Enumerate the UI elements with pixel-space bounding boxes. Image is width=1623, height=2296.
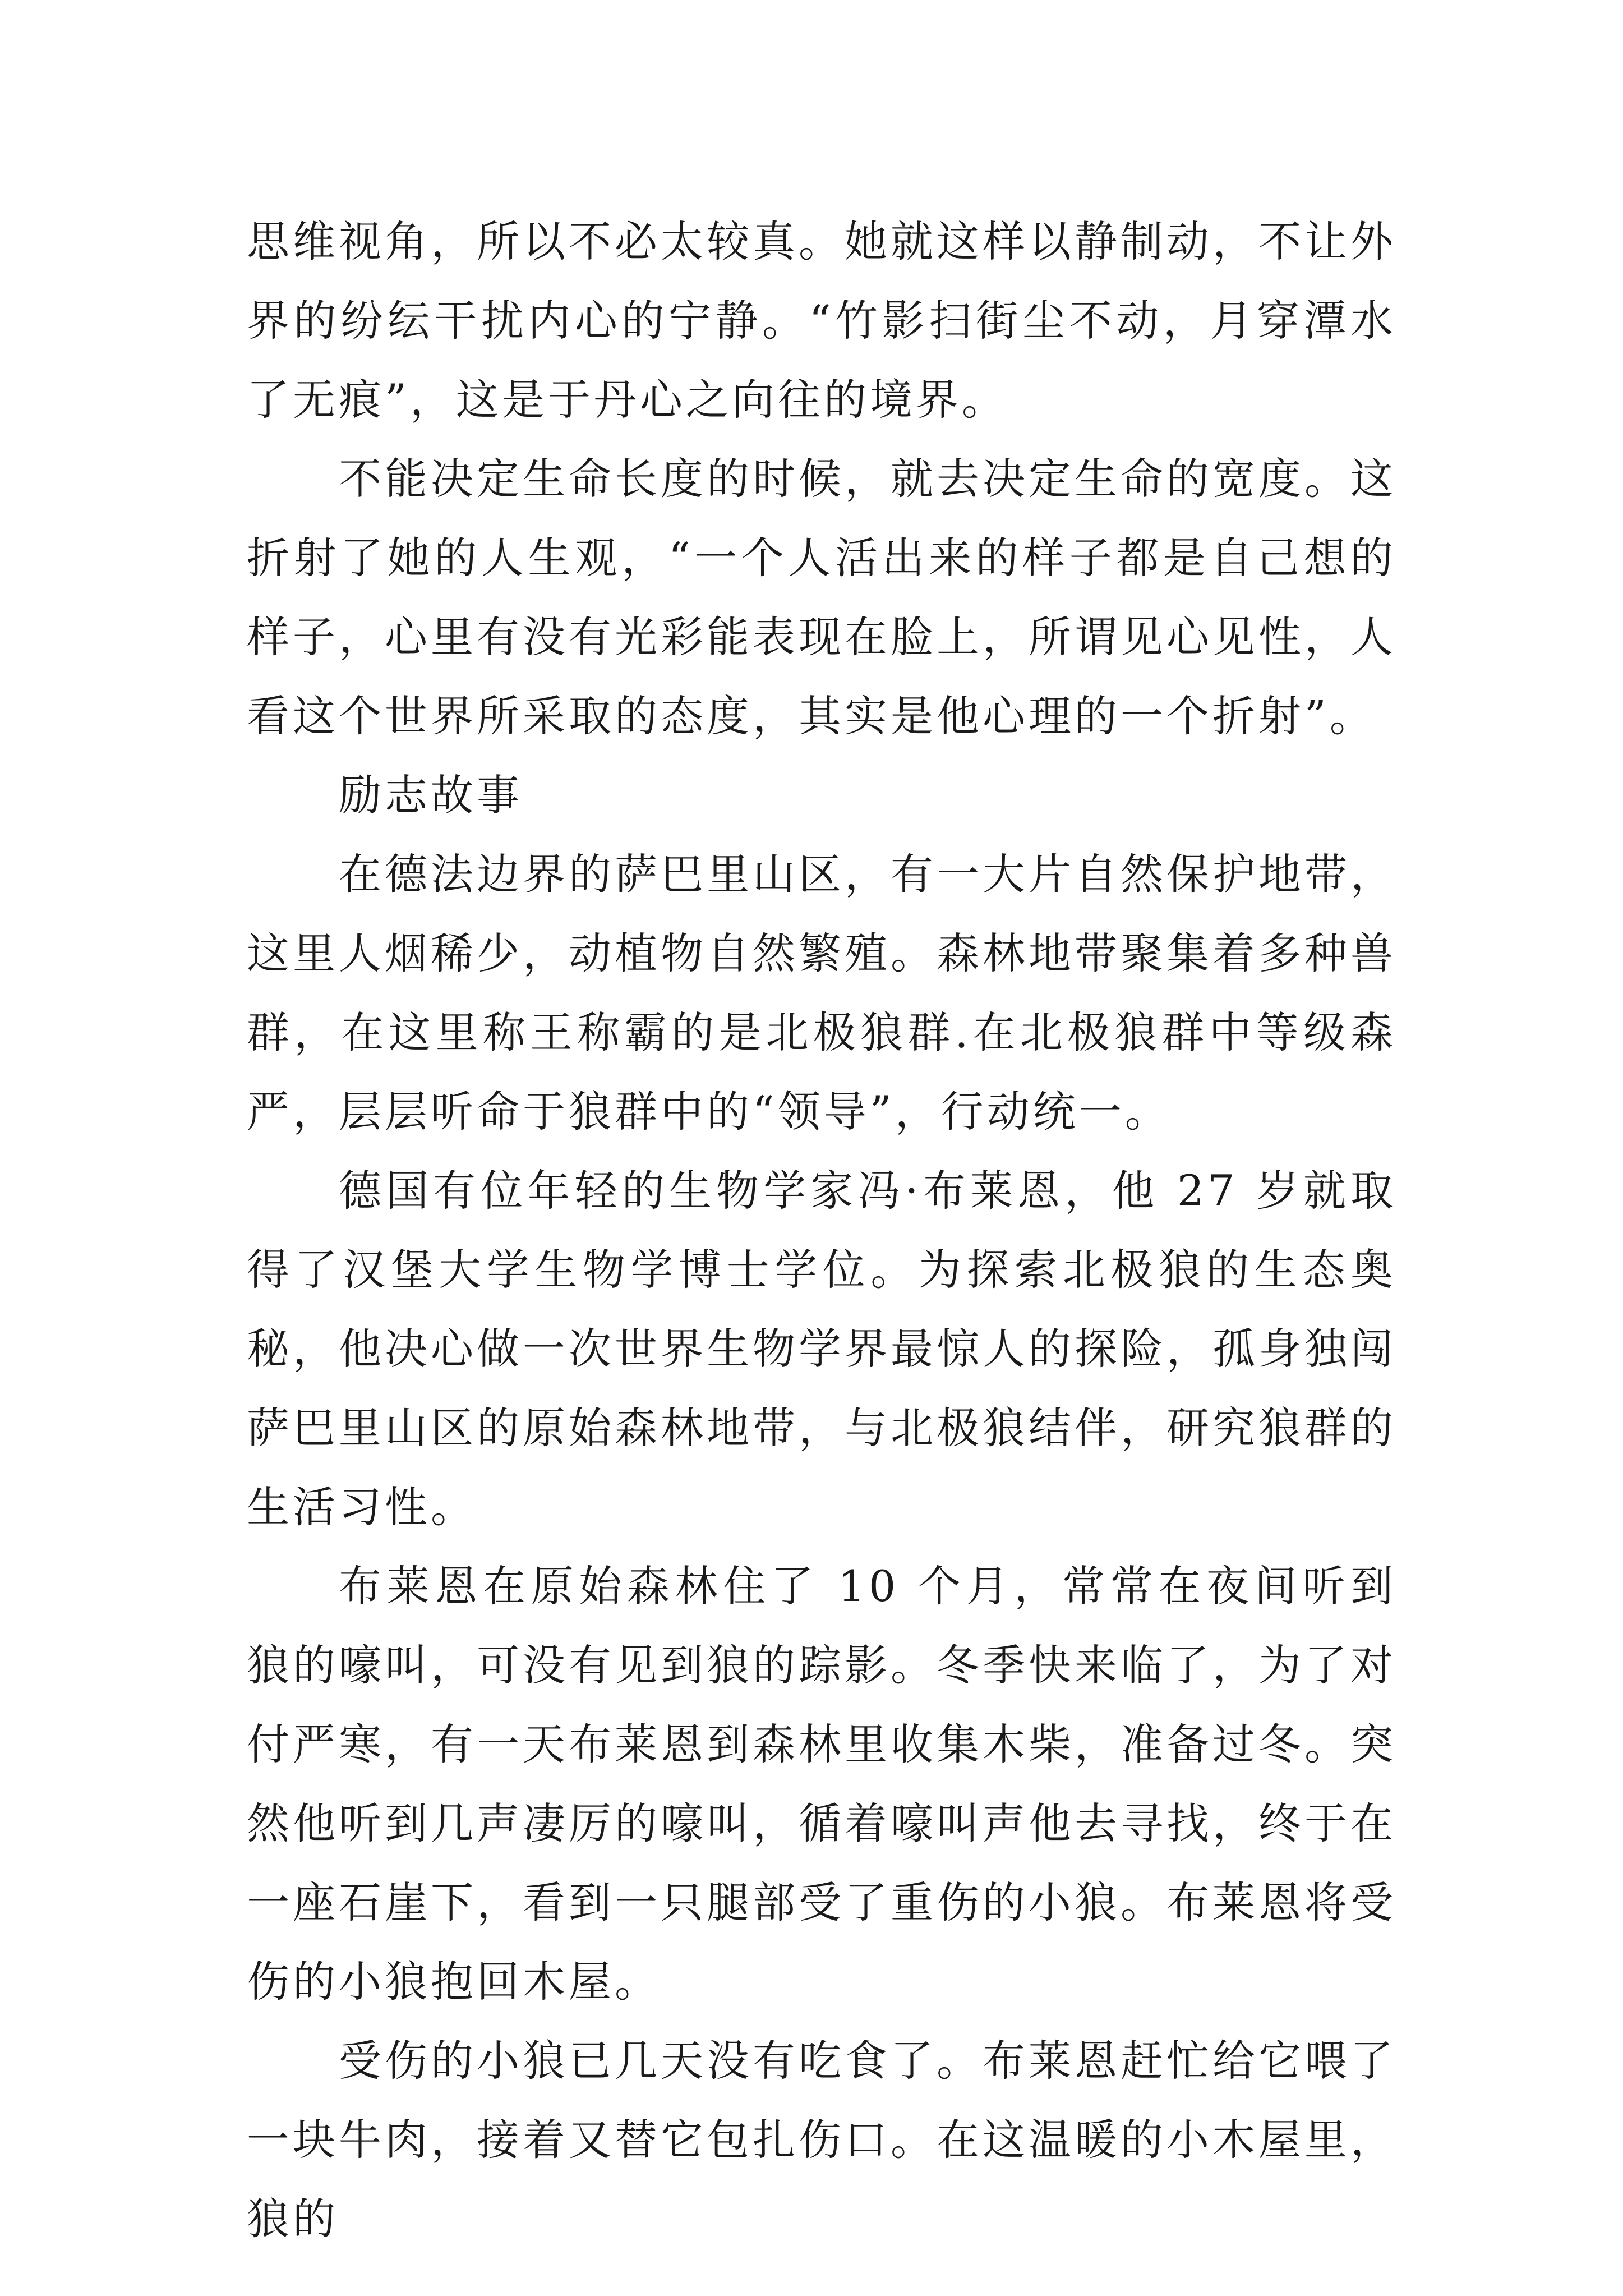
document-body bbox=[247, 202, 1396, 2258]
paragraph: 不能决定生命长度的时候，就去决定生命的宽度。这折射了她的人生观，“一个人活出来的样子都是自己想的样子，心里有没有光彩能表现在脸上，所谓见心见性，人看这个世界所采取的态度，其实是他心理的一个折射”。 bbox=[247, 454, 1396, 741]
paragraph: 受伤的小狼已几天没有吃食了。布莱恩赶忙给它喂了一块牛肉，接着又替它包扎伤口。在这温暖的小木屋里，狼的 bbox=[247, 2036, 1396, 2244]
paragraph: 布莱恩在原始森林住了 10 个月，常常在夜间听到狼的嚎叫，可没有见到狼的踪影。冬季快来临了，为了对付严寒，有一天布莱恩到森林里收集木柴，准备过冬。突然他听到几声凄厉的嚎叫，循着嚎叫声他去寻找，终于在一座石崖下，看到一只腿部受了重伤的小狼。布莱恩将受伤的小狼抱回木屋。 bbox=[247, 1561, 1396, 2007]
paragraph: 德国有位年轻的生物学家冯·布莱恩，他 27 岁就取得了汉堡大学生物学博士学位。为探索北极狼的生态奥秘，他决心做一次世界生物学界最惊人的探险，孤身独闯萨巴里山区的原始森林地带，与北极狼结伴，研究狼群的生活习性。 bbox=[247, 1166, 1396, 1532]
paragraph: 在德法边界的萨巴里山区，有一大片自然保护地带，这里人烟稀少，动植物自然繁殖。森林地带聚集着多种兽群，在这里称王称霸的是北极狼群.在北极狼群中等级森严，层层听命于狼群中的“领导”，行动统一。 bbox=[247, 849, 1396, 1137]
paragraph: 思维视角，所以不必太较真。她就这样以静制动，不让外界的纷纭干扰内心的宁静。“竹影扫街尘不动，月穿潭水了无痕”，这是于丹心之向往的境界。 bbox=[247, 217, 1396, 425]
section-heading: 励志故事 bbox=[339, 770, 523, 820]
